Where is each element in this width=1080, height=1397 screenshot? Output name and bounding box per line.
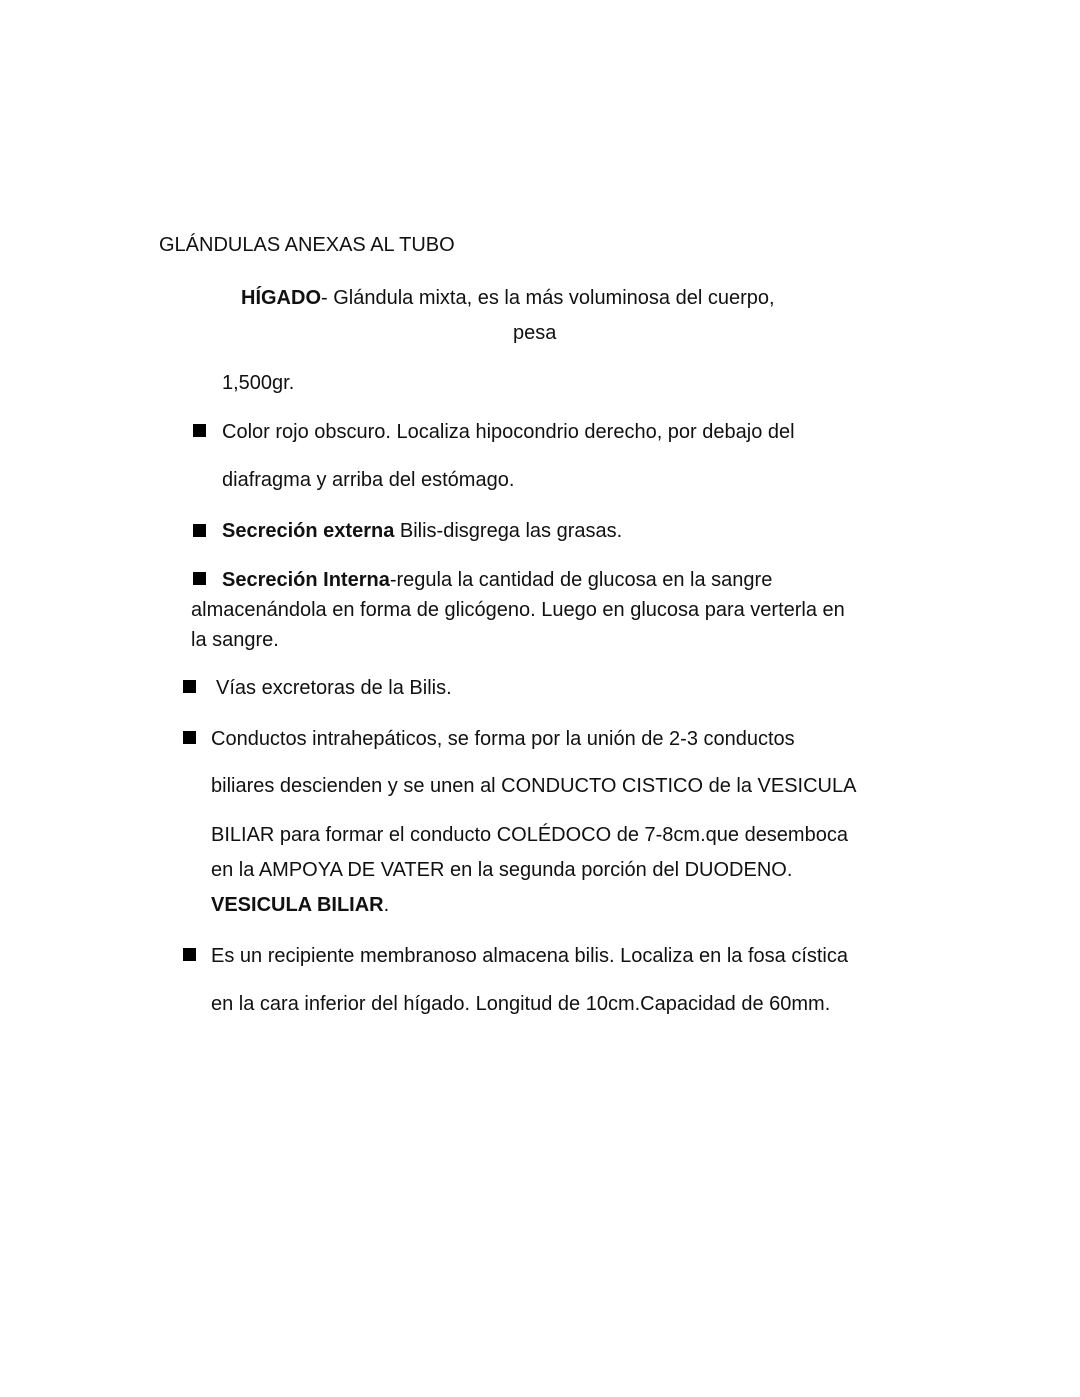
higado-weight: 1,500gr.	[222, 372, 295, 394]
section-title: GLÁNDULAS ANEXAS AL TUBO	[159, 234, 455, 256]
bullet-color-line-1: Color rojo obscuro. Localiza hipocondrio derecho, por debajo del	[222, 421, 795, 443]
bullet-bold-term: Secreción Interna	[222, 569, 390, 591]
bullet-square-icon	[183, 948, 196, 961]
heading-period: .	[383, 894, 390, 916]
bullet-color-line-2: diafragma y arriba del estómago.	[222, 469, 515, 491]
bullet-square-icon	[193, 572, 206, 585]
bullet-conductos-line-3: BILIAR para formar el conducto COLÉDOCO de 7-8cm.que desemboca	[211, 824, 848, 846]
bullet-bold-term: Secreción externa	[222, 520, 395, 542]
vesicula-biliar-heading	[211, 893, 389, 917]
bullet-secrecion-interna-line-2: almacenándola en forma de glicógeno. Luego en glucosa para verterla en	[191, 599, 845, 621]
bullet-square-icon	[183, 731, 196, 744]
bullet-conductos-line-4: en la AMPOYA DE VATER en la segunda porción del DUODENO.	[211, 859, 793, 881]
bullet-vesicula-line-2: en la cara inferior del hígado. Longitud de 10cm.Capacidad de 60mm.	[211, 993, 831, 1015]
bullet-secrecion-interna	[222, 568, 772, 592]
bullet-conductos-line-2: biliares descienden y se unen al CONDUCTO CISTICO de la VESICULA	[211, 775, 857, 797]
higado-heading	[241, 286, 775, 310]
vesicula-biliar-term: VESICULA BILIAR	[211, 894, 384, 916]
bullet-secrecion-interna-line-3: la sangre.	[191, 629, 279, 651]
bullet-square-icon	[193, 524, 206, 537]
bullet-vesicula-line-1: Es un recipiente membranoso almacena bilis. Localiza en la fosa cística	[211, 945, 848, 967]
bullet-square-icon	[193, 424, 206, 437]
bullet-conductos-line-1: Conductos intrahepáticos, se forma por la unión de 2-3 conductos	[211, 728, 795, 750]
higado-line-2: pesa	[513, 322, 557, 344]
higado-term: HÍGADO	[241, 287, 321, 309]
bullet-secrecion-externa	[222, 519, 622, 543]
bullet-text: -regula la cantidad de glucosa en la sangre	[389, 569, 773, 591]
higado-description: - Glándula mixta, es la más voluminosa del cuerpo,	[321, 287, 775, 309]
bullet-square-icon	[183, 680, 196, 693]
bullet-text: Bilis-disgrega las grasas.	[394, 520, 623, 542]
bullet-vias-excretoras: Vías excretoras de la Bilis.	[216, 677, 452, 699]
